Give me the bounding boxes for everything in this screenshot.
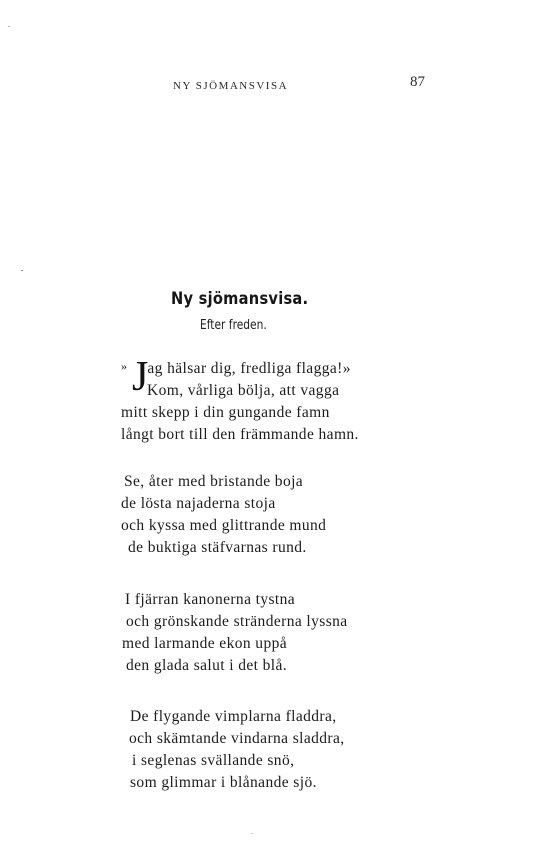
poem-line <box>121 355 359 380</box>
stanza-3 <box>121 589 348 677</box>
stanza-2 <box>121 471 326 559</box>
poem-line: mitt skepp i din gungande famn <box>121 404 330 421</box>
opening-quote: » <box>121 359 128 373</box>
poem-line: de buktiga stäfvarnas rund. <box>128 539 307 556</box>
poem-line: med larmande ekon uppå <box>122 635 288 652</box>
poem-line: I fjärran kanonerna tystna <box>125 591 296 608</box>
poem-line: de lösta najaderna stoja <box>121 495 276 512</box>
poem-line: och grönskande stränderna lyssna <box>126 613 348 630</box>
page-number: 87 <box>410 74 425 90</box>
stanza-1 <box>121 355 359 446</box>
poem-title: Ny sjömansvisa. <box>171 289 309 309</box>
drop-cap: J <box>132 354 149 400</box>
poem-line: långt bort till den främmande hamn. <box>121 426 359 443</box>
poem-line: i seglenas svällande snö, <box>132 752 295 769</box>
poem-line: Se, åter med bristande boja <box>124 473 304 490</box>
poem-line: som glimmar i blånande sjö. <box>130 774 317 791</box>
poem-subtitle: Efter freden. <box>200 318 267 333</box>
running-head: NY SJÖMANSVISA <box>173 80 289 92</box>
poem-line: och kyssa med glittrande mund <box>121 517 327 534</box>
first-line-text: ag hälsar dig, fredliga flagga!» <box>147 360 351 377</box>
paper-speck <box>21 270 23 271</box>
stanza-4 <box>121 706 345 794</box>
poem-line: De flygande vimplarna fladdra, <box>130 708 337 725</box>
poem-line: och skämtande vindarna sladdra, <box>129 730 345 747</box>
paper-speck <box>251 833 253 834</box>
paper-speck <box>8 26 10 27</box>
poem-line: den glada salut i det blå. <box>126 657 288 674</box>
poem-line: Kom, vårliga bölja, att vagga <box>147 382 340 399</box>
